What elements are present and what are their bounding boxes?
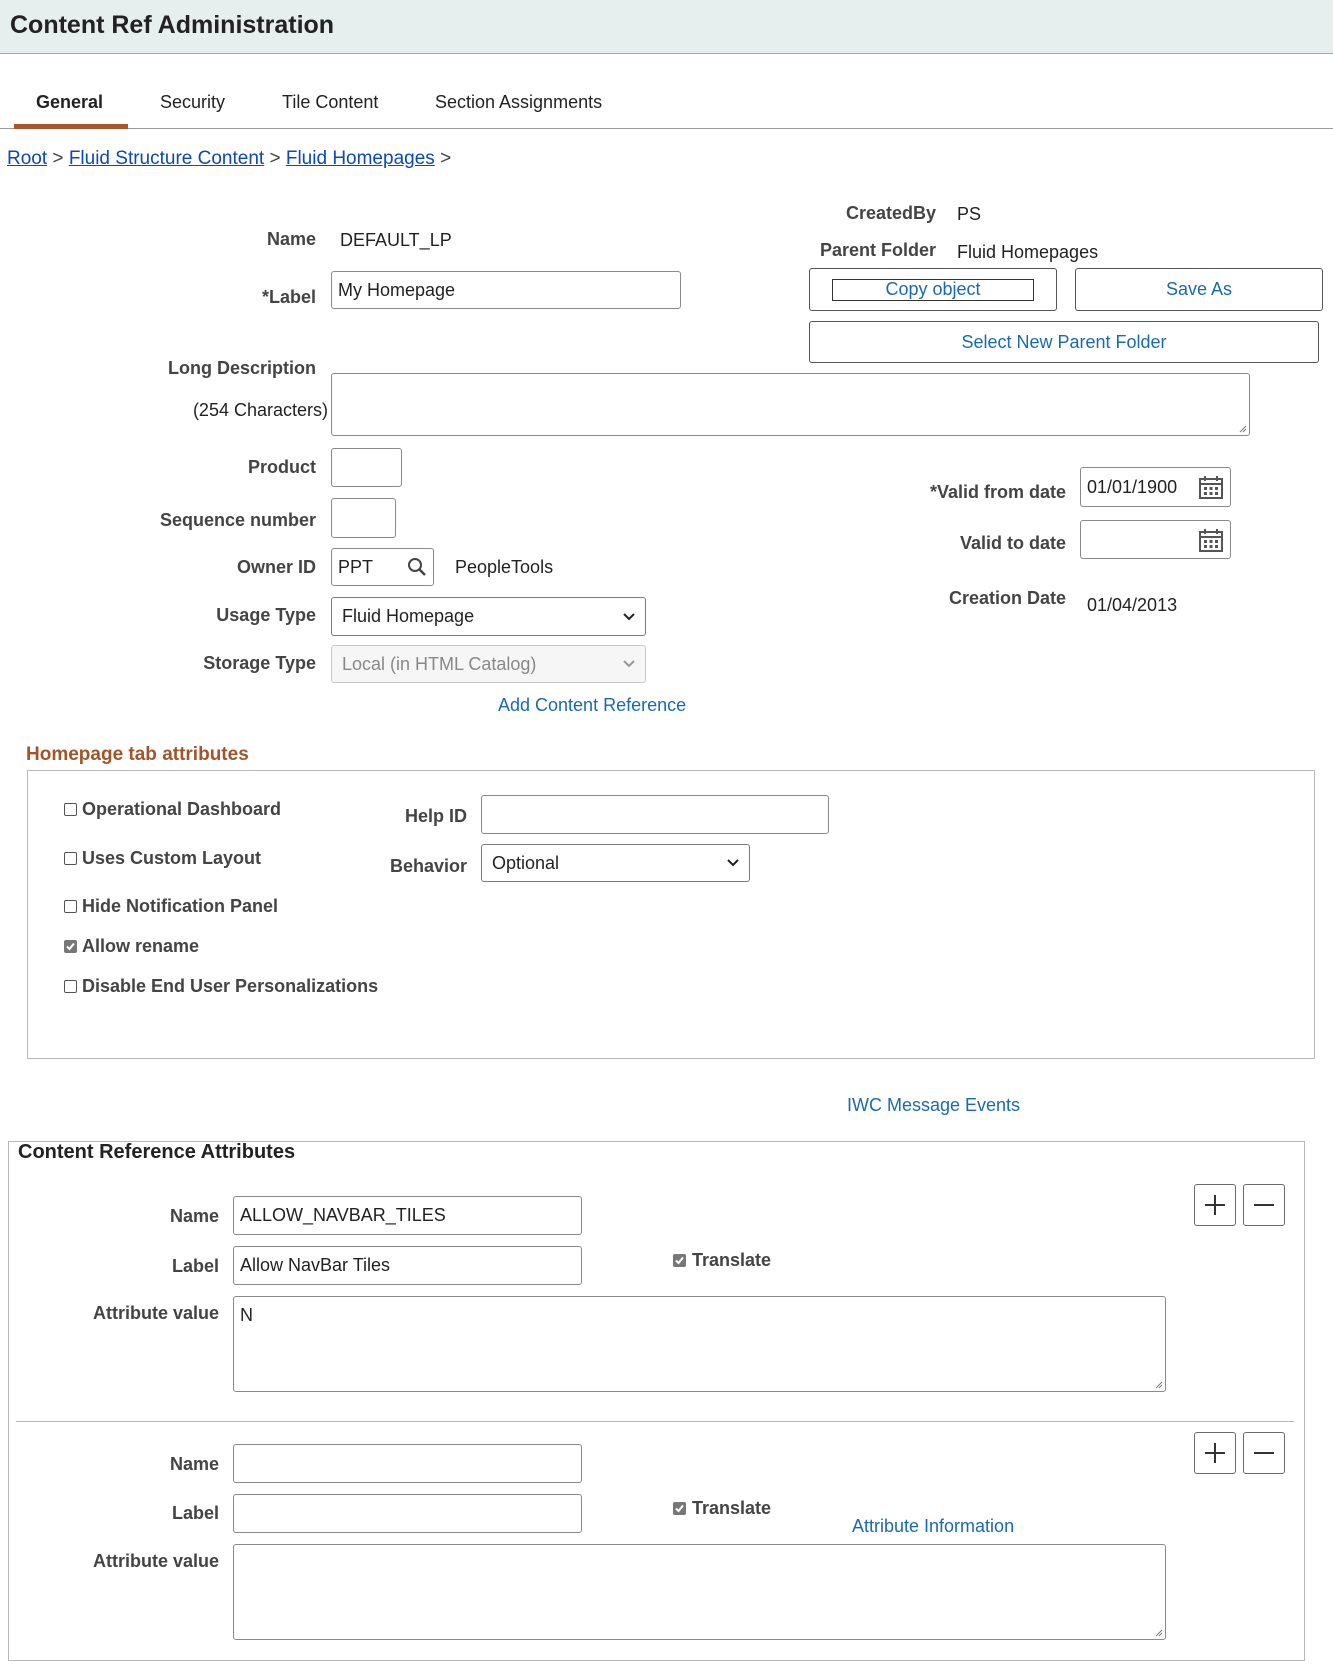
owner-id-label: Owner ID: [236, 557, 316, 577]
uses-custom-layout-label: Uses Custom Layout: [82, 848, 262, 868]
name-label: Name: [266, 229, 316, 249]
select-new-parent-folder-button[interactable]: [809, 321, 1319, 363]
long-description-label: Long Description: [168, 358, 316, 378]
minus-icon: [1253, 1442, 1275, 1464]
label-input[interactable]: [331, 271, 681, 309]
owner-id-input[interactable]: [331, 548, 434, 586]
valid-to-date-input[interactable]: [1080, 520, 1231, 559]
allow-rename-checkbox[interactable]: [64, 940, 77, 953]
disable-personalizations-option: [64, 976, 378, 997]
creation-date-value: 01/04/2013: [1087, 595, 1178, 615]
attr-label-input[interactable]: [233, 1246, 582, 1285]
copy-object-focus-ring: [832, 279, 1034, 301]
product-input[interactable]: [331, 448, 402, 487]
active-tab-indicator: [14, 124, 128, 129]
attr-name-label: Name: [169, 1454, 219, 1474]
delete-row-button[interactable]: [1243, 1432, 1285, 1474]
tab-section-assignments[interactable]: Section Assignments: [435, 92, 603, 112]
sequence-number-input[interactable]: [331, 498, 396, 538]
behavior-value: Optional: [492, 852, 560, 873]
attr-name-label: Name: [169, 1206, 219, 1226]
disable-personalizations-label: Disable End User Personalizations: [82, 976, 379, 996]
page-title: Content Ref Administration: [10, 11, 335, 39]
copy-object-label: Copy object: [885, 279, 981, 299]
add-row-button[interactable]: [1194, 1184, 1236, 1226]
tabs-divider: [0, 128, 1333, 129]
allow-rename-label: Allow rename: [82, 936, 200, 956]
name-value: DEFAULT_LP: [340, 230, 452, 250]
save-as-label: Save As: [1165, 279, 1233, 299]
select-new-parent-folder-label: Select New Parent Folder: [961, 331, 1167, 352]
disable-personalizations-checkbox[interactable]: [64, 980, 77, 993]
parent-folder-label: Parent Folder: [819, 240, 936, 260]
behavior-select[interactable]: [481, 844, 750, 882]
attr-label-input[interactable]: [233, 1494, 582, 1533]
attr-value-label: Attribute value: [92, 1303, 219, 1323]
breadcrumb-separator: >: [52, 148, 64, 169]
attr-label-label: Label: [171, 1503, 219, 1523]
resize-handle-icon[interactable]: [1237, 423, 1247, 433]
resize-handle-icon[interactable]: [1153, 1627, 1163, 1637]
breadcrumb-separator: >: [440, 148, 452, 169]
plus-icon: [1204, 1194, 1226, 1216]
sequence-number-label: Sequence number: [159, 510, 316, 530]
delete-row-button[interactable]: [1243, 1184, 1285, 1226]
search-icon[interactable]: [407, 557, 427, 577]
behavior-label: Behavior: [389, 856, 467, 876]
operational-dashboard-label: Operational Dashboard: [82, 799, 282, 819]
checkmark-icon: [674, 1255, 685, 1266]
attr-label-value: Allow NavBar Tiles: [240, 1255, 391, 1275]
translate-label: Translate: [692, 1498, 772, 1518]
operational-dashboard-checkbox[interactable]: [64, 803, 77, 816]
calendar-icon[interactable]: [1198, 527, 1224, 553]
minus-icon: [1253, 1194, 1275, 1216]
usage-type-select[interactable]: [331, 597, 646, 636]
resize-handle-icon[interactable]: [1153, 1379, 1163, 1389]
attr-value-textarea[interactable]: [233, 1544, 1166, 1640]
row-divider: [16, 1421, 1294, 1422]
usage-type-label: Usage Type: [216, 605, 316, 625]
content-reference-attributes-title: Content Reference Attributes: [18, 1141, 296, 1163]
attribute-information-link[interactable]: Attribute Information: [852, 1516, 1015, 1536]
translate-checkbox[interactable]: [673, 1254, 686, 1267]
iwc-message-events-link[interactable]: IWC Message Events: [847, 1095, 1021, 1115]
uses-custom-layout-checkbox[interactable]: [64, 852, 77, 865]
attr-name-input[interactable]: [233, 1196, 582, 1235]
help-id-input[interactable]: [481, 795, 829, 834]
usage-type-value: Fluid Homepage: [342, 606, 475, 626]
translate-label: Translate: [692, 1250, 772, 1270]
uses-custom-layout-option: [64, 848, 261, 869]
checkmark-icon: [65, 941, 76, 952]
hide-notification-panel-label: Hide Notification Panel: [82, 896, 279, 916]
breadcrumb-root-link[interactable]: Root: [7, 148, 48, 169]
copy-object-button[interactable]: [809, 268, 1057, 311]
storage-type-select: [331, 645, 646, 683]
translate-option: [673, 1498, 771, 1519]
tab-tile-content[interactable]: Tile Content: [282, 92, 379, 112]
homepage-tab-attributes-title: Homepage tab attributes: [26, 744, 249, 765]
long-description-hint: (254 Characters): [192, 400, 328, 420]
chevron-down-icon: [727, 859, 739, 867]
translate-option: [673, 1250, 771, 1271]
chevron-down-icon: [623, 613, 635, 621]
add-row-button[interactable]: [1194, 1432, 1236, 1474]
valid-to-date-label: Valid to date: [959, 533, 1066, 553]
valid-from-date-label: *Valid from date: [929, 482, 1066, 502]
chevron-down-icon: [623, 660, 635, 668]
hide-notification-panel-option: [64, 896, 278, 917]
attr-label-label: Label: [171, 1256, 219, 1276]
creation-date-label: Creation Date: [948, 588, 1066, 608]
product-label: Product: [247, 457, 316, 477]
tab-security[interactable]: Security: [160, 92, 226, 112]
attr-name-value: ALLOW_NAVBAR_TILES: [240, 1205, 446, 1225]
plus-icon: [1204, 1442, 1226, 1464]
translate-checkbox[interactable]: [673, 1502, 686, 1515]
attr-value-label: Attribute value: [92, 1551, 219, 1571]
attr-name-input[interactable]: [233, 1444, 582, 1483]
parent-folder-value: Fluid Homepages: [957, 242, 1099, 262]
save-as-button[interactable]: [1075, 268, 1323, 311]
breadcrumb-fluid-structure-link[interactable]: Fluid Structure Content: [68, 148, 265, 169]
breadcrumb-separator: >: [269, 148, 281, 169]
breadcrumb: [7, 148, 451, 170]
created-by-value: PS: [957, 204, 982, 224]
valid-from-date-input[interactable]: [1080, 467, 1231, 507]
owner-id-value: PPT: [338, 556, 374, 577]
calendar-icon[interactable]: [1198, 474, 1224, 500]
label-input-value: My Homepage: [338, 279, 456, 300]
allow-rename-option: [64, 936, 199, 957]
long-description-textarea[interactable]: [331, 373, 1250, 436]
breadcrumb-fluid-homepages-link[interactable]: Fluid Homepages: [285, 148, 435, 169]
help-id-label: Help ID: [404, 806, 467, 826]
created-by-label: CreatedBy: [845, 203, 936, 223]
attr-value-textarea[interactable]: [233, 1296, 1166, 1392]
checkmark-icon: [674, 1503, 685, 1514]
add-content-reference-link[interactable]: Add Content Reference: [498, 695, 687, 715]
storage-type-label: Storage Type: [203, 653, 316, 673]
hide-notification-panel-checkbox[interactable]: [64, 900, 77, 913]
owner-id-description: PeopleTools: [455, 557, 554, 577]
valid-from-date-value: 01/01/1900: [1087, 476, 1178, 497]
storage-type-value: Local (in HTML Catalog): [342, 653, 537, 674]
operational-dashboard-option: [64, 799, 281, 820]
tab-general[interactable]: General: [36, 92, 104, 112]
attr-value-value: N: [240, 1305, 253, 1325]
label-label: *Label: [261, 287, 316, 307]
